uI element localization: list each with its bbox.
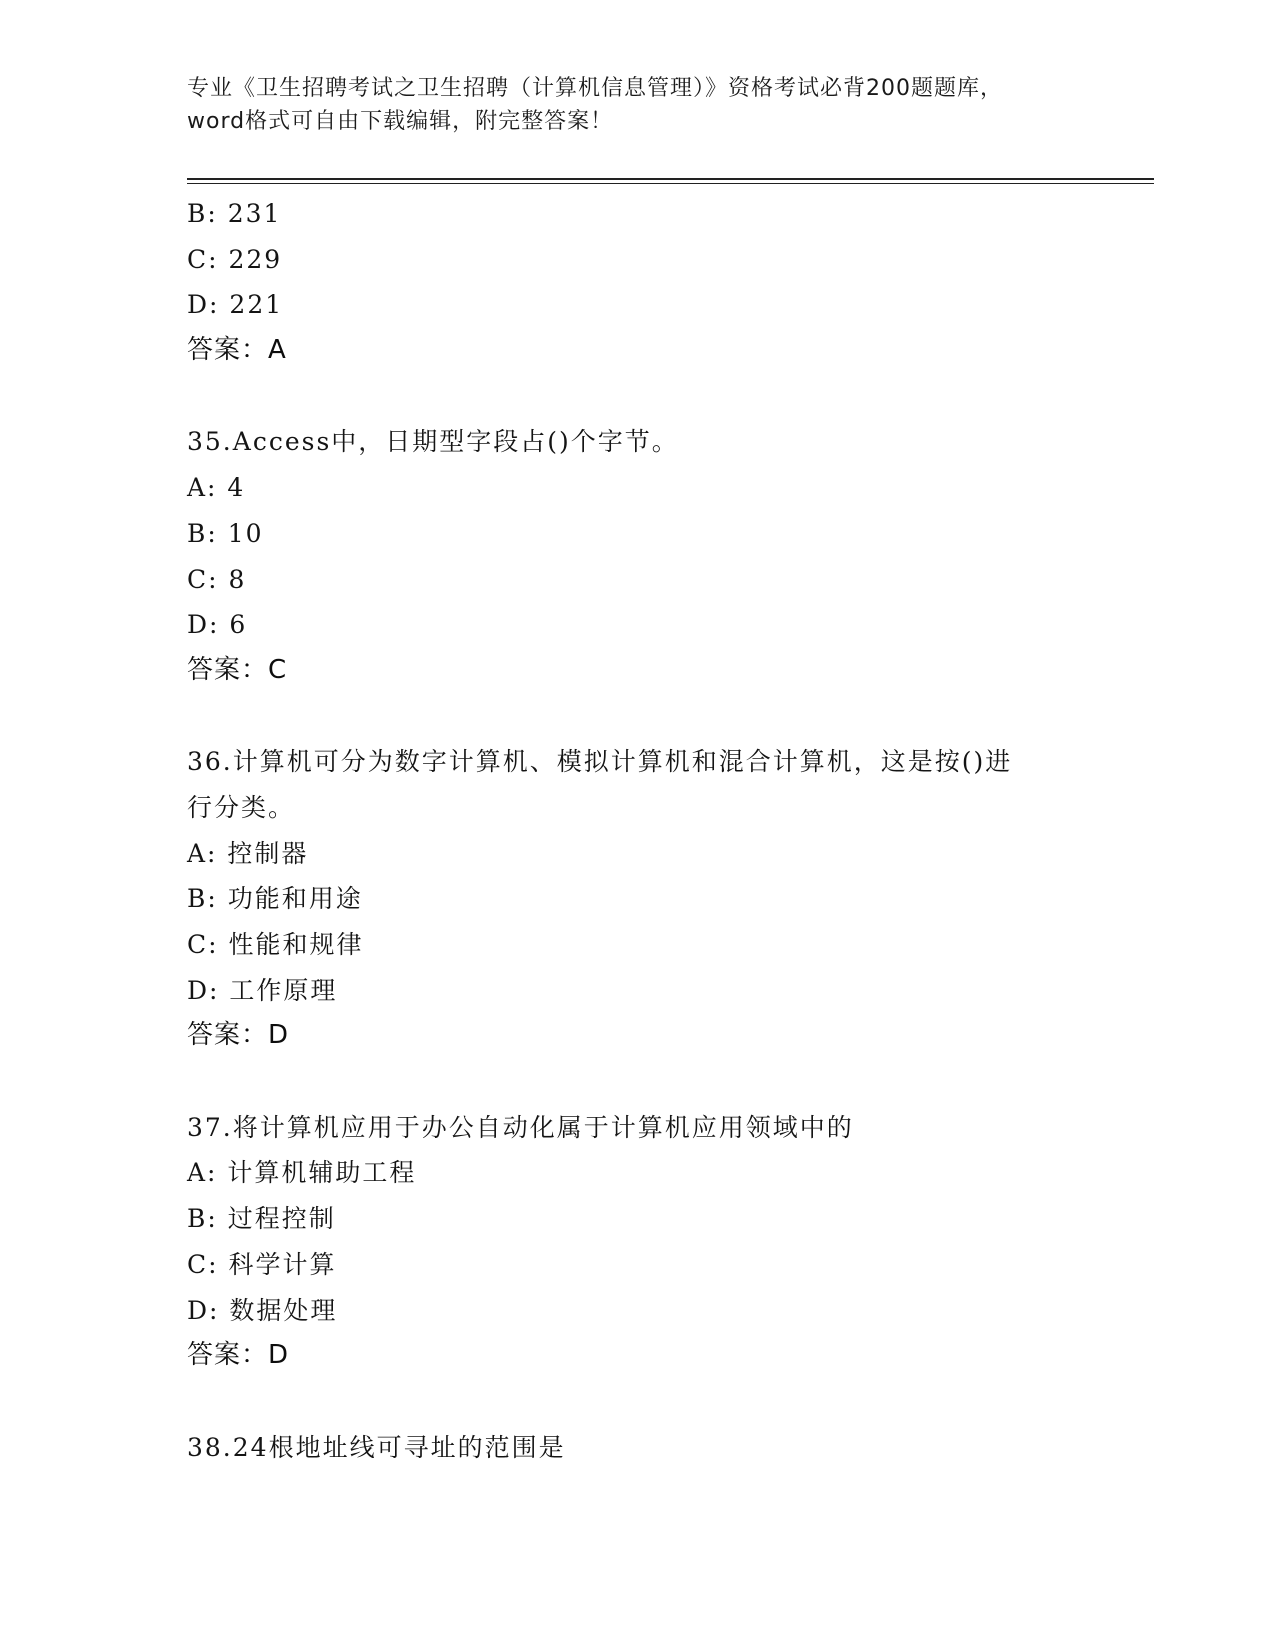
option-d: D: 6 bbox=[187, 610, 248, 640]
question-34-tail bbox=[187, 191, 1087, 374]
header-divider-thin bbox=[187, 183, 1154, 184]
header-divider-thick bbox=[187, 178, 1154, 180]
option-a: A: 控制器 bbox=[187, 838, 309, 868]
option-c: C: 科学计算 bbox=[187, 1249, 337, 1279]
document-header bbox=[187, 72, 1087, 138]
option-b: B: 功能和用途 bbox=[187, 884, 363, 914]
spacer bbox=[187, 1379, 1087, 1425]
option-c: C: 229 bbox=[187, 244, 283, 274]
option-a: A: 4 bbox=[187, 473, 246, 503]
question-text-line-1: 36.计算机可分为数字计算机、模拟计算机和混合计算机，这是按()进 bbox=[187, 747, 1013, 777]
option-d: D: 221 bbox=[187, 290, 284, 320]
question-text: 35.Access中，日期型字段占()个字节。 bbox=[187, 427, 679, 457]
question-list bbox=[187, 191, 1087, 1470]
header-title-line-2: word格式可自由下载编辑，附完整答案！ bbox=[187, 109, 614, 134]
answer-label: 答案：D bbox=[187, 1020, 290, 1051]
option-c: C: 性能和规律 bbox=[187, 930, 364, 959]
question-text: 37.将计算机应用于办公自动化属于计算机应用领域中的 bbox=[187, 1112, 854, 1142]
option-a: A: 计算机辅助工程 bbox=[187, 1158, 417, 1188]
question-37 bbox=[187, 1105, 1087, 1379]
option-b: B: 231 bbox=[187, 199, 282, 228]
question-36 bbox=[187, 739, 1087, 1059]
option-b: B: 过程控制 bbox=[187, 1204, 336, 1234]
spacer bbox=[187, 374, 1087, 420]
answer-label: 答案：D bbox=[187, 1340, 290, 1371]
spacer bbox=[187, 694, 1087, 740]
question-text: 38.24根地址线可寻址的范围是 bbox=[187, 1432, 566, 1462]
question-35 bbox=[187, 419, 1087, 693]
spacer bbox=[187, 1059, 1087, 1105]
option-d: D: 数据处理 bbox=[187, 1295, 338, 1325]
question-text-line-2: 行分类。 bbox=[187, 792, 296, 822]
answer-label: 答案：C bbox=[187, 654, 288, 685]
answer-label: 答案：A bbox=[187, 335, 287, 366]
option-c: C: 8 bbox=[187, 564, 247, 594]
option-d: D: 工作原理 bbox=[187, 975, 338, 1005]
header-title-line-1: 专业《卫生招聘考试之卫生招聘（计算机信息管理）》资格考试必背200题题库， bbox=[187, 76, 1003, 101]
option-b: B: 10 bbox=[187, 518, 264, 548]
question-38 bbox=[187, 1425, 1087, 1471]
